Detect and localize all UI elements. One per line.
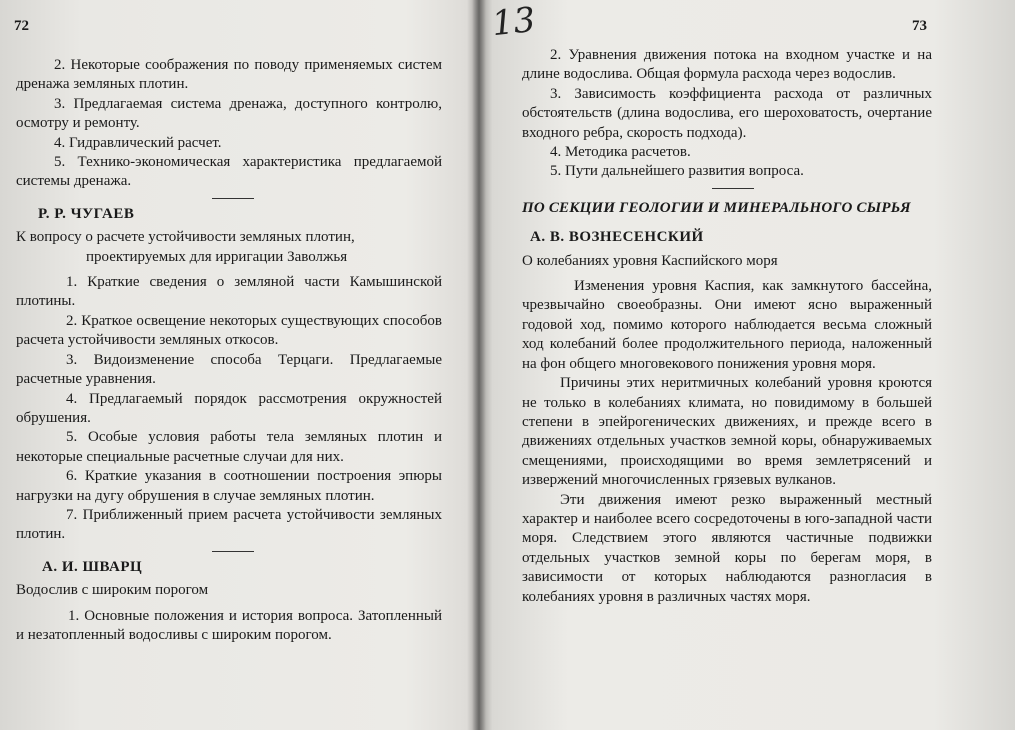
list-item: 7. Приближенный прием расчета устойчивости земляных плотин. [16, 506, 442, 543]
divider [712, 188, 754, 189]
list-item: 4. Предлагаемый порядок рассмотрения окружностей обрушения. [16, 390, 442, 426]
list-item: 1. Основные положения и история вопроса. Затопленный и незатопленный водосливы с широким порогом. [16, 607, 442, 643]
left-page [0, 0, 472, 730]
list-item: 2. Некоторые соображения по поводу применяемых систем дренажа земляных плотин. [16, 57, 442, 93]
list-item: 4. Методика расчетов. [550, 144, 691, 161]
list-item: 5. Особые условия работы тела земляных плотин и некоторые специальные расчетные случаи для них. [16, 429, 442, 465]
list-item: 1. Краткие сведения о земляной части Камышинской плотины. [16, 274, 442, 310]
paragraph: Эти движения имеют резко выраженный местный характер и наиболее всего сосредоточены в юго-западной части моря. Следствием этого являются частичные подвижки отдельных участков земной коры по берегам моря, в зависимости от которых наблюдаются разногласия в колебаниях уровня в различных частях моря. [522, 491, 932, 605]
list-item: 5. Пути дальнейшего развития вопроса. [550, 163, 804, 180]
article-title: О колебаниях уровня Каспийского моря [522, 252, 778, 269]
list-item: 3. Видоизменение способа Терцаги. Предлагаемые расчетные уравнения. [16, 351, 442, 388]
paragraph: Причины этих неритмичных колебаний уровня кроются не только в колебаниях климата, но повидимому в большей степени в эпейрогенических движениях, и прежде всего в движениях отдельных участков земной коры, обнаруживаемых смещениями, происходящими во время землетрясений и извержений многочисленных грязевых вулканов. [522, 375, 932, 489]
list-item: 6. Краткие указания в соотношении построения эпюры нагрузки на дугу обрушения в случае земляных плотин. [16, 468, 442, 504]
list-item: 3. Зависимость коэффициента расхода от различных обстоятельств (длина водослива, его шероховатость, очертание входного ребра, скорость подхода). [522, 85, 932, 141]
author-name: А. И. ШВАРЦ [42, 558, 143, 575]
article-title-continued: проектируемых для ирригации Заволжья [86, 248, 348, 265]
paragraph: Изменения уровня Каспия, как замкнутого бассейна, чрезвычайно своеобразны. Они имеют ясно выраженный годовой ход, помимо которого наблюдается весьма сложный ход колебаний более продолжительного периода, наложенный на фон общего многовекового понижения уровня моря. [522, 278, 932, 372]
right-page-text [522, 46, 932, 607]
list-item: 2. Краткое освещение некоторых существующих способов расчета устойчивости земляных откосов. [16, 312, 442, 349]
left-page-text [16, 56, 442, 645]
author-name: А. В. ВОЗНЕСЕНСКИЙ [530, 229, 704, 246]
list-item: 3. Предлагаемая система дренажа, доступного контролю, осмотру и ремонту. [16, 95, 442, 132]
divider [212, 198, 254, 199]
right-page [486, 0, 1015, 730]
author-name: Р. Р. ЧУГАЕВ [38, 205, 135, 222]
article-title: К вопросу о расчете устойчивости земляных плотин, [16, 229, 355, 246]
right-page-number: 73 [912, 18, 927, 34]
list-item: 2. Уравнения движения потока на входном участке и на длине водослива. Общая формула расхода через водослив. [522, 47, 932, 83]
article-title: Водослив с широким порогом [16, 582, 209, 599]
section-heading: ПО СЕКЦИИ ГЕОЛОГИИ И МИНЕРАЛЬНОГО СЫРЬЯ [522, 199, 911, 216]
list-item: 4. Гидравлический расчет. [54, 134, 222, 151]
left-page-number: 72 [14, 18, 29, 34]
divider [212, 551, 254, 552]
handwritten-page-mark: 13 [490, 0, 538, 45]
list-item: 5. Технико-экономическая характеристика предлагаемой системы дренажа. [16, 154, 442, 190]
book-gutter [472, 0, 486, 730]
